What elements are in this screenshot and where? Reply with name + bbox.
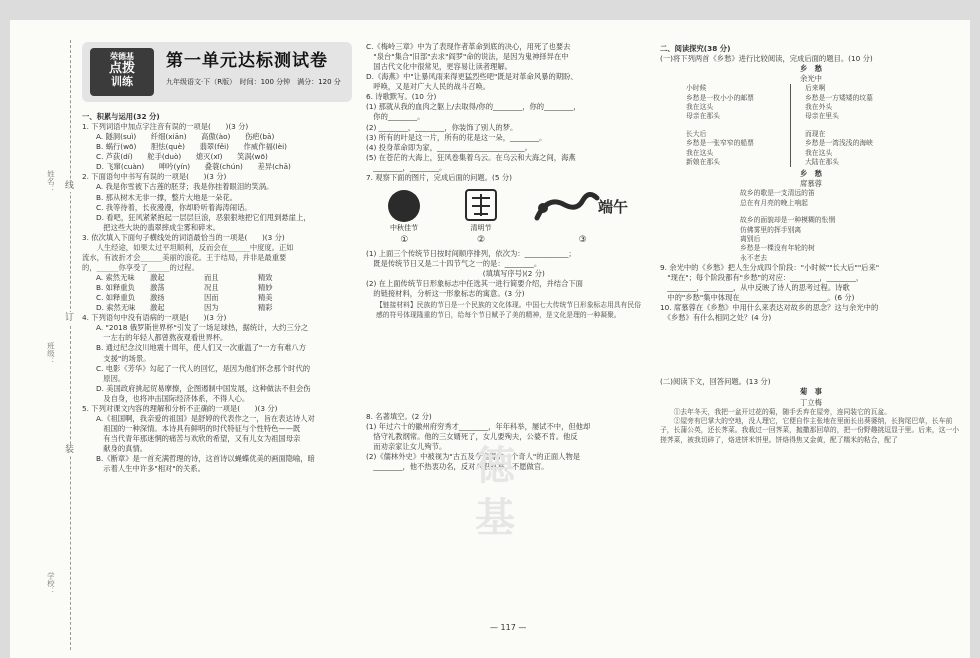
cell: D. 索然无味 [96,303,136,313]
option: A. 我是你雪被下古莲的胚芽；我是你挂着眼泪的笑涡。 [96,182,274,192]
option-cont: 及自身，也将冲击国际经济体系，不得人心。 [96,393,250,403]
option: D. 看吧，狂风紧紧抱起一层层巨浪，恶狠狠地把它们甩到悬崖上， [96,212,311,222]
brand-name: 荣德基 [110,52,134,61]
exam-meta: 九年级语文·下（R版） 时间：100 分钟 满分：120 分 [166,78,341,86]
section-heading: 二、阅读探究(38 分) [660,44,731,53]
option: C. 我等待着，长夜漫漫，你却聆听着海涛闹话。 [96,202,252,212]
cell: 因为 [204,303,219,313]
option-cont: 把这些大块的翡翠摔成尘雾和碎末。 [96,222,221,232]
option: D. 飞窜(cuàn) 呻吟(yín) 叠蓑(chún) 差异(chā) [96,162,291,172]
moon-seal-icon [379,188,429,232]
question-7: 7. 观察下面的图片，完成后面的问题。(5 分) [366,172,512,182]
option-cont: 原因。 [96,373,126,383]
logo-caption: 中秋佳节 [390,224,419,233]
option: C. 电影《芳华》勾起了一代人的回忆，是因为他们怀念那个时代的 [96,363,311,373]
school-label: 学校： [46,572,56,595]
option: B. 通过纪念汶川地震十周年，使人们又一次重温了"一方有难八方 [96,343,307,353]
q9-cont: "现在"；每个阶段都有"乡愁"的对应：________，________， [660,273,864,283]
poem-line: 故乡的面貌却是一种模糊的怅惘 [740,216,836,225]
option: A. "2018 俄罗斯世界杯"引发了一场足球热，据统计，大约三分之 [96,323,309,333]
option: B. 蜗行(wō) 胆怯(què) 翡翠(fěi) 作威作福(lèi) [96,142,287,152]
option: A. 隧洞(suì) 纤细(xiān) 高傲(ào) 伤疤(bā) [96,132,275,142]
qingming-seal-icon [456,188,506,232]
exam-sheet [10,20,970,658]
option-cont: 献身的真情。 [96,444,148,454]
poem-line: 永不老去 [740,253,768,262]
option: D. 美国政府挑起贸易摩擦，企图遏制中国发展，这种做法不但会伤 [96,383,311,393]
poem-line: 大陆在那头 [805,157,839,166]
option-cont: 祖国的一种深情。本诗具有鲜明的时代特征与个性特色——既 [96,423,301,433]
page-number: — 117 — [490,623,527,632]
q5-option-d: D.《海燕》中"让暴风雨来得更猛烈些吧"既是对革命风暴的期盼、 [366,72,578,82]
poem-line: 乡愁是一湾浅浅的海峡 [805,139,873,148]
q6-blank: (1) 那就从我的血肉之躯上/去取得/你的________，你的________， [366,102,581,112]
binding-char-xian: 线 [65,181,75,191]
essay-para-1: ①去年冬天，我把一盆开过花的菊，随手丢弃在屋旁，连同装它的瓦盆。 [660,407,892,416]
festival-logo-qingming [456,188,506,246]
option-cont: "泉台"集合"旧部"去求"阎罗"命的说法，是因为鬼神择异在中 [366,52,569,62]
q3-passage: 人生经途，如果太过平坦顺利，反而会在______中度度。正如 [82,242,294,252]
question-6: 6. 诗歌默写。(10 分) [366,92,437,102]
q7-sub-1: (1) 上面三个传统节日按时间顺序排列，依次为：____________； [366,248,576,258]
logo-caption: 清明节 [470,224,492,233]
q3-option-row [82,273,352,283]
logo-text-1: 点拨 [108,61,135,77]
q6-blank: (4) 投身革命即为家，________________________。 [366,142,532,152]
watermark: 德基 [475,442,515,541]
logo-text-2: 训练 [111,75,133,89]
cell: 激扬 [150,293,165,303]
q7-sub-1-cont: 既是传统节日又是二十四节气之一的是：________。 [366,258,542,268]
binding-dashed-line [70,40,71,650]
question-10: 10. 席慕蓉在《乡愁》中用什么来表达对故乡的思念？这与余光中的 [660,303,879,313]
q3-option-row [82,293,352,303]
question-9: 9. 余光中的《乡愁》把人生分成四个阶段："小时候""长大后""后来" [660,263,880,272]
q5-option-c: C.《梅岭三章》中为了表现作者革命到底的决心，用死了也要去 [366,42,571,51]
binding-char-ding: 订 [65,313,75,323]
column-3 [660,42,962,445]
section-heading: 一、积累与运用(32 分) [82,112,160,121]
q10-cont: 《乡愁》有什么相同之处？(4 分) [660,313,772,323]
q7-sub-2: (2) 在上面传统节日形象标志中任选其一进行简要介绍，并结合下面 [366,279,583,289]
poem-line: 我在外头 [805,103,833,111]
q3-passage: 流水，有波折才会______美丽的浪花。王于结局，并非是最重要 [82,252,287,262]
cell: 激起 [150,273,165,282]
option-cont: 国古代文化中很常见，更容易让读者理解。 [366,62,512,72]
festival-logos [366,187,646,247]
poem-line: 母亲在里头 [805,112,839,121]
q6-blank: (3) 所有的叶是这一片，所有的花是这一朵，________。 [366,132,547,142]
reading-2-intro: (二)阅读下文，回答问题。(13 分) [660,377,771,387]
reading-1-intro: (一)将下列两首《乡愁》进行比较阅读，完成后面的题目。(10 分) [660,54,873,64]
question-8: 8. 名著填空。(2 分) [366,411,432,421]
option: B.《断章》是一首充满哲理的诗，这首诗以蝇蝶优美的画面隐喻，暗 [96,454,315,464]
poem-1-author: 余光中 [800,74,822,84]
column-2 [366,42,646,472]
poem-line: 后来啊 [805,84,826,93]
logo-number: ③ [578,235,587,246]
title-banner [82,42,352,102]
q6-blank: (2) ________，________，你装饰了别人的梦。 [366,122,518,132]
q7-sub-1-note: (填填写序号)(2 分) [366,269,545,278]
poem-1-title: 乡 愁 [800,64,822,74]
logo-number: ① [400,235,409,246]
poem-line: 总在有月亮的晚上响起 [740,198,808,207]
cell: 精美 [258,293,273,303]
poem-line: 长大后 [686,129,707,138]
question-3: 3. 依次填入下面句子横线处的词语最恰当的一项是( )(3 分) [82,232,285,242]
logo-caption: 端午 [597,198,628,217]
poem-line: 我在这头 [686,103,714,111]
cell: 精致 [258,273,273,282]
q9-cont: 中的"乡愁"集中体现在________________________。(6 分) [660,293,855,303]
q3-passage: 的，______你享受了______的过程。 [82,262,199,272]
question-1: 1. 下列词语中加点字注音有误的一项是( )(3 分) [82,122,249,132]
column-1 [82,42,352,474]
poem-1-right [790,84,873,167]
exam-title: 第一单元达标测试卷 [166,51,328,71]
poem-line: 乡愁是一枚小小的邮票 [686,93,754,102]
option: B. 那从树木无非一撑，整片大地是一朵花。 [96,192,237,202]
cell: 激起 [150,303,165,313]
option-cont: 示着人生中许多"相对"的关系。 [96,464,205,474]
answer-space [366,320,646,412]
poem-line: 我在这头 [805,148,833,157]
cell: B. 如释重负 [96,283,135,293]
q6-blank: ________，________。 [366,162,447,172]
q9-cont: ________，________，从中反映了诗人的思考过程。诗歌 [660,283,850,293]
option-cont: 有当代青年那迷惘的痛苦与欢欣的希望，又有儿女为祖国母亲 [96,434,301,443]
poem-line: 我在这头 [686,148,714,157]
poem-line: 小时候 [686,84,707,93]
poem-2-title: 乡 愁 [800,169,822,179]
logo-number: ② [476,235,486,246]
poem-line: 乡愁是一棵没有年轮的树 [740,244,815,253]
poem-line: 仿佛雾里的挥手别离 [740,225,802,234]
cell: A. 索然无味 [96,273,135,282]
cell: 精妙 [258,283,273,293]
brand-logo [90,48,154,96]
option: C. 芦荻(dí) 舵手(duò) 熄灭(xī) 笑涡(wō) [96,152,268,162]
answer-space [660,323,962,377]
poem-line: 而现在 [805,129,826,138]
poem-1-left [660,84,790,167]
poem-2-body [660,189,962,263]
essay-title: 菊 事 [800,387,822,397]
cell: 因而 [204,293,219,303]
essay-para-2: ②屋旁有巴掌大的空地，没人理它，它便自作主张地在里面长出葵婆纳，长狗尾巴草，长车前子，长蒲公英，还长荠菜。我栽过一回荠菜，抛撒那回草的，把一份野趣挑逗显于里。后来，这一小搓荠菜，被我切碎了，烙进饼米饼里。饼烙得焦又金黄，配了糯米的粘合，配了 [660,416,960,444]
cell: 激荡 [150,283,165,293]
q7-sub-2-cont: 的链接材料，分析这一形象标志的寓意。(3 分) [366,289,525,299]
poem-line: 新娘在那头 [686,157,720,166]
q8-sub-2: (2)《儒林外史》中被视为"古五及今难得的一个奇人"的正面人物是 [366,452,581,462]
question-2: 2. 下面语句中书写有误的一项是( )(3 分) [82,172,227,182]
q8-sub-1-cont: 恪守礼教纲常。他的三女婿死了，女儿要殉夫，公婆不肯。他反 [366,432,578,442]
link-material: 【链接材料】民族的节日是一个民族的文化体现。中国七大传统节日形象标志用具有民俗感的符号体现隆重的节日，给每个节日赋予了美的精神，是文化是理的一种凝聚。 [376,301,642,319]
cell: 况且 [204,283,219,293]
poem-line: 母亲在那头 [686,112,720,121]
option-cont: 一左右的年轻人都曾熬夜观看世界杯。 [96,333,228,343]
option-cont: 支援"的场景。 [96,353,151,363]
poem-line: 故乡的歌是一支清远的笛 [740,189,815,198]
q8-sub-1-cont: 而劝亲家让女儿殉节。 [366,442,447,452]
question-4: 4. 下列语句中没有语病的一项是( )(3 分) [82,313,227,323]
poem-2-author: 席慕蓉 [800,179,822,189]
cell: 精彩 [258,303,273,313]
option: A.《祖国啊，我亲爱的祖国》是舒婷的代表作之一，旨在表达诗人对 [96,413,315,423]
q6-blank: 你的________。 [366,112,425,122]
poem-line: 乡愁是一张窄窄的船票 [686,139,754,148]
q8-sub-2-cont: ________，他不热衷功名，反对八股科举，不愿做官。 [366,462,549,472]
poem-line: 乡愁是一方矮矮的坟墓 [805,93,873,102]
festival-logo-duanwu [533,188,633,246]
dragon-seal-icon [533,188,633,232]
festival-logo-mid-autumn [379,188,429,246]
essay-author: 丁立梅 [800,397,822,407]
cell: C. 如释重负 [96,293,135,303]
option-cont: 呼唤，又是对广大人民的战斗召唤。 [366,82,491,92]
class-label: 班级： [46,342,56,365]
question-5: 5. 下列对课文内容的理解和分析不正确的一项是( )(3 分) [82,403,278,413]
q3-option-row [82,303,352,313]
q6-blank: (5) 在苍茫的大海上，狂风卷集着乌云。在乌云和大海之间，海燕 [366,152,576,162]
poem-line: 离别后 [740,234,761,243]
q8-sub-1: (1) 年过六十的徽州府穷秀才________，年年科举，屡试不中，但他却 [366,422,591,431]
name-label: 姓名： [46,170,56,193]
q3-option-row [82,283,352,293]
binding-margin [10,20,76,658]
binding-char-zhuang: 装 [65,445,75,455]
cell: 而且 [204,273,219,282]
poem-1-body [660,84,962,167]
